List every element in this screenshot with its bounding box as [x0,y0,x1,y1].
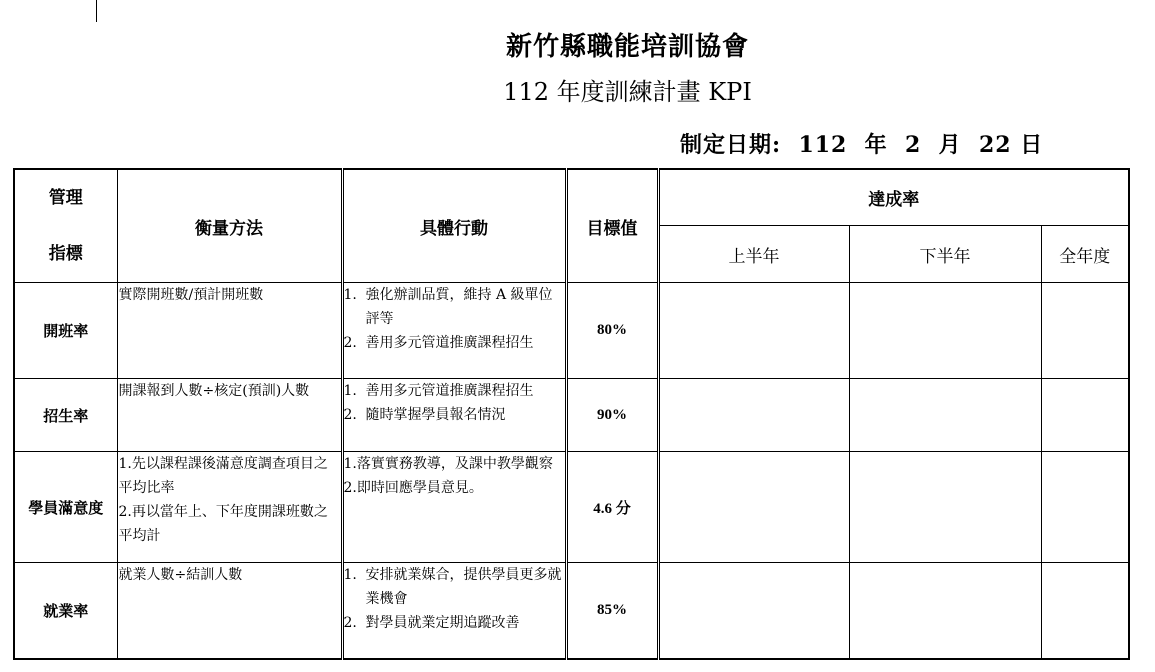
table-row [14,283,1129,379]
header-measure: 衡量方法 [117,169,342,283]
row-measure: 1.先以課程課後滿意度調查項目之平均比率 2.再以當年上、下年度開課班數之平均計 [117,452,342,563]
header-mgmt-line1: 管理 [48,188,83,208]
action-number: 2. [343,615,357,631]
row-indicator: 開班率 [14,283,117,379]
table-row [14,452,1129,563]
row-actions [342,379,566,452]
kpi-table [13,168,1130,660]
cell-second-half [849,563,1041,659]
row-indicator: 就業率 [14,563,117,659]
row-actions [342,563,566,659]
header-action: 具體行動 [342,169,566,283]
action-number: 1. [343,383,357,399]
header-first-half: 上半年 [658,226,849,283]
cell-second-half [849,283,1041,379]
row-indicator: 招生率 [14,379,117,452]
header-mgmt-line2: 指標 [48,244,83,264]
action-text: 安排就業媒合，提供學員更多就業機會 [365,567,562,607]
action-item [344,563,565,611]
header-target: 目標值 [566,169,658,283]
action-item [344,331,565,355]
action-text: 落實實務教導，及課中教學觀察 [356,456,553,472]
action-number: 1. [343,567,357,583]
action-text: 善用多元管道推廣課程招生 [365,335,534,351]
action-number: 2. [343,335,357,351]
header-management-indicator [14,169,117,283]
cell-second-half [849,379,1041,452]
cell-full-year [1041,379,1129,452]
row-target: 85% [566,563,658,659]
table-row [14,563,1129,659]
cell-first-half [658,283,849,379]
row-actions [342,283,566,379]
action-item [344,452,565,476]
header-achievement-rate: 達成率 [658,169,1129,226]
cell-full-year [1041,452,1129,563]
action-text: 強化辦訓品質，維持 A 級單位評等 [365,287,553,327]
row-target: 90% [566,379,658,452]
action-text: 對學員就業定期追蹤改善 [365,615,520,631]
action-number: 2. [343,407,357,423]
table-row [14,379,1129,452]
text-cursor-line [96,0,97,22]
action-text: 善用多元管道推廣課程招生 [365,383,534,399]
plan-title: 112 年度訓練計畫 KPI [503,78,752,106]
action-item [344,379,565,403]
action-item [344,611,565,635]
cell-full-year [1041,563,1129,659]
cell-first-half [658,379,849,452]
cell-first-half [658,563,849,659]
row-measure: 就業人數÷結訓人數 [117,563,342,659]
cell-full-year [1041,283,1129,379]
header-full-year: 全年度 [1041,226,1129,283]
header-second-half: 下半年 [849,226,1041,283]
action-number: 1. [343,456,357,472]
action-item [344,283,565,331]
action-item [344,403,565,427]
row-target: 4.6 分 [566,452,658,563]
org-title: 新竹縣職能培訓協會 [505,32,749,62]
action-number: 1. [343,287,357,303]
established-date: 制定日期: 112 年 2 月 22 日 [680,132,1044,158]
cell-second-half [849,452,1041,563]
row-indicator: 學員滿意度 [14,452,117,563]
row-target: 80% [566,283,658,379]
row-measure: 開課報到人數÷核定(預訓)人數 [117,379,342,452]
action-text: 隨時掌握學員報名情況 [365,407,506,423]
row-actions [342,452,566,563]
action-text: 即時回應學員意見。 [356,480,483,496]
action-item [344,476,565,500]
cell-first-half [658,452,849,563]
action-number: 2. [343,480,357,496]
row-measure: 實際開班數/預計開班數 [117,283,342,379]
